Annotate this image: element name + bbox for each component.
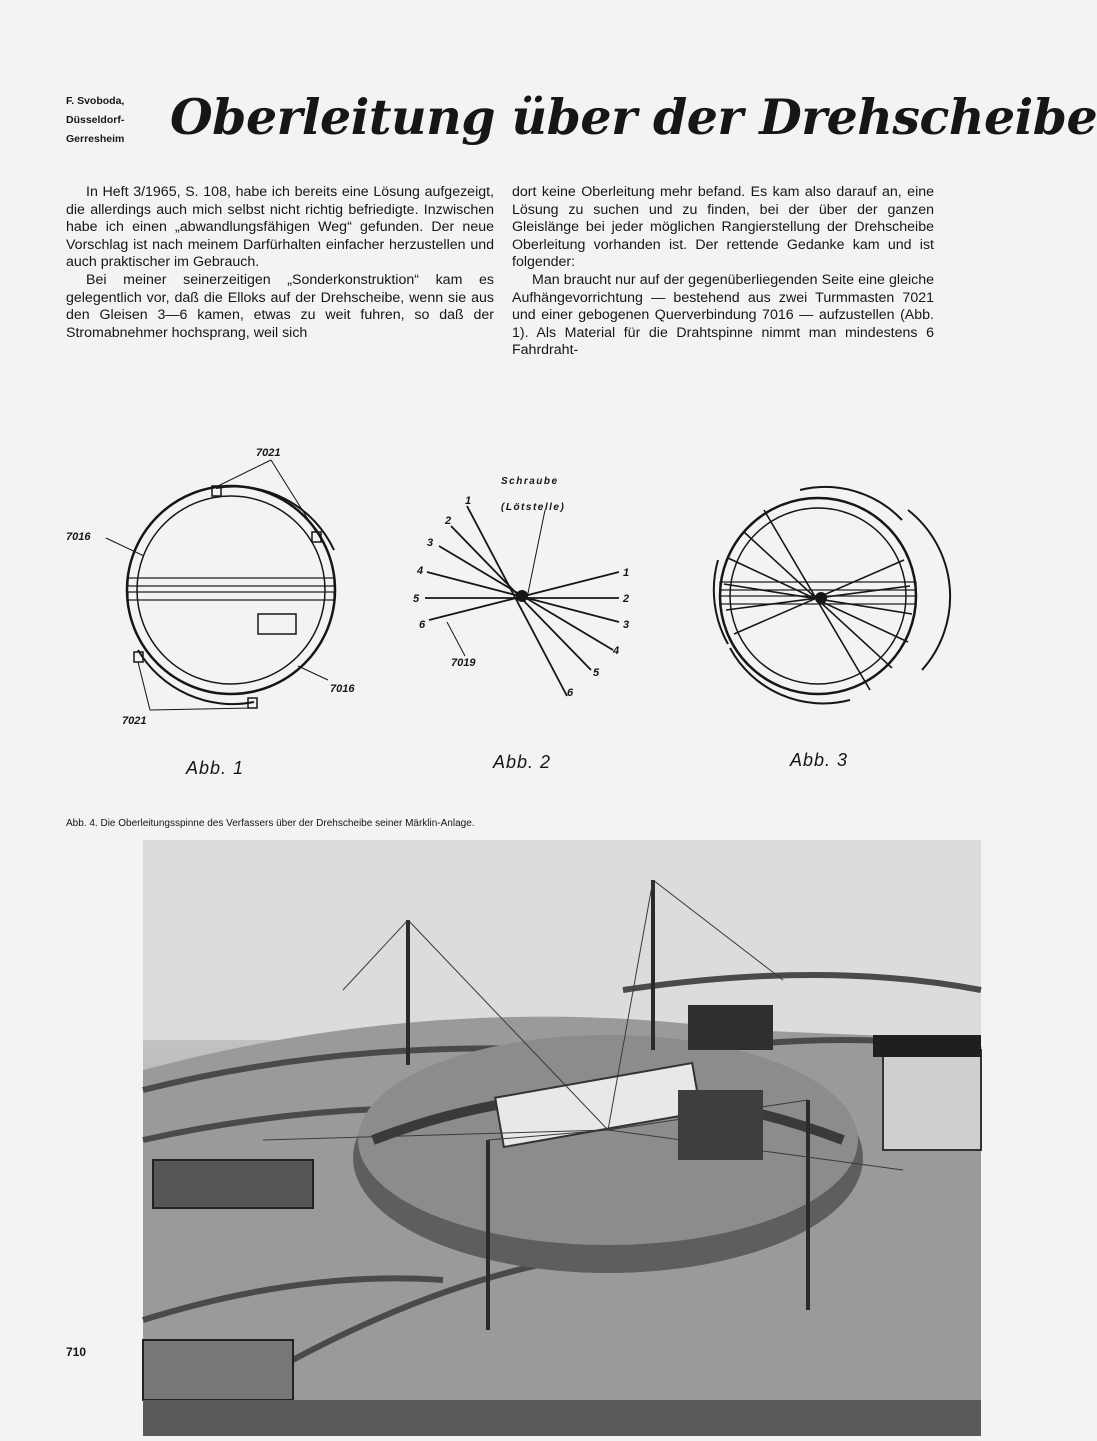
spider-wire — [467, 506, 567, 696]
wire-number-left: 5 — [413, 593, 420, 605]
paragraph: Bei meiner seinerzeitigen „Sonderkonstruktion“ kam es gelegentlich vor, daß die Elloks auf der Drehscheibe, wenn sie aus den Gleisen 3—6 kamen, etwas zu weit fuhren, so daß der Stromabnehmer hochsprang, weil sich — [66, 271, 494, 341]
callout-label: 7021 — [122, 715, 147, 727]
figure-1-diagram — [66, 440, 366, 740]
author-name: F. Svoboda, — [66, 95, 125, 107]
part-number-label: 7019 — [451, 657, 476, 669]
wire-number-left: 2 — [445, 515, 452, 527]
wire-number-left: 1 — [465, 495, 472, 507]
turntable-bridge-top — [128, 578, 334, 586]
figure-3-diagram — [690, 470, 960, 730]
wire-number-right: 6 — [567, 687, 574, 699]
photo-caption: Abb. 4. Die Oberleitungsspinne des Verfassers über der Drehscheibe seiner Märklin-Anlage. — [66, 818, 475, 829]
text-column-left — [66, 184, 494, 342]
catenary-arc — [730, 648, 850, 703]
author-block — [66, 92, 166, 149]
turntable-bridge-bottom — [128, 592, 334, 600]
callout-label: 7021 — [256, 447, 281, 459]
solder-point — [815, 592, 827, 604]
figure-2-label: Abb. 2 — [493, 752, 552, 772]
figure-2 — [405, 470, 645, 772]
paragraph: dort keine Oberleitung mehr befand. Es kam also darauf an, eine Lösung zu suchen und zu finden, bei der über der ganzen Gleislänge bei jeder möglichen Rangierstellung der Drehscheibe Oberleitung vorhanden ist. Der rettende Gedanke kam und ist folgender: — [512, 184, 934, 271]
paragraph: Man braucht nur auf der gegenüberliegenden Seite eine gleiche Aufhängevorrichtung — bestehend aus zwei Turmmasten 7021 und einer gebogenen Querverbindung 7016 — aufzustellen (Abb. 1). Als Material für die Drahtspinne nimmt man mindestens 6 Fahrdraht- — [512, 271, 934, 359]
figure-3 — [690, 470, 960, 770]
layout-photo — [143, 840, 981, 1436]
wire-number-right: 2 — [623, 593, 630, 605]
wire-number-right: 4 — [613, 645, 620, 657]
wire-number-right: 1 — [623, 567, 630, 579]
author-city: Düsseldorf- — [66, 114, 125, 126]
figure-3-label: Abb. 3 — [790, 750, 849, 770]
article-title: Oberleitung über der Drehscheibe — [170, 88, 1097, 146]
turntable-pit-inner — [137, 496, 325, 684]
part-number-leader — [447, 622, 465, 656]
figure-1-label: Abb. 1 — [186, 758, 245, 778]
wire-number-right: 5 — [593, 667, 600, 679]
figure-1 — [66, 440, 366, 778]
callout-label: 7016 — [66, 531, 91, 543]
turntable-pit-outer — [127, 486, 335, 694]
solder-label: (Lötstelle) — [501, 502, 566, 513]
wire-number-left: 4 — [417, 565, 424, 577]
callout-label: 7016 — [330, 683, 355, 695]
solder-point-leader — [527, 510, 545, 598]
text-column-right — [512, 184, 934, 360]
paragraph: In Heft 3/1965, S. 108, habe ich bereits eine Lösung aufgezeigt, die allerdings auch mich selbst nicht richtig befriedigte. Inzwischen habe ich einen „abwandlungsfähigen Weg“ gefunden. Der neue Vorschlag ist nach meinem Darfürhalten einfacher herzustellen und auch praktischer im Gebrauch. — [66, 184, 494, 271]
wire-number-left: 3 — [427, 537, 434, 549]
wire-number-left: 6 — [419, 619, 426, 631]
page-number: 710 — [66, 1345, 87, 1359]
screw-label: Schraube — [501, 476, 559, 487]
solder-point — [516, 590, 528, 602]
figure-2-diagram — [405, 470, 645, 710]
operator-cabin — [258, 614, 296, 634]
layout-photo-illustration — [143, 840, 981, 1436]
wire-number-right: 3 — [623, 619, 630, 631]
author-district: Gerresheim — [66, 133, 125, 145]
